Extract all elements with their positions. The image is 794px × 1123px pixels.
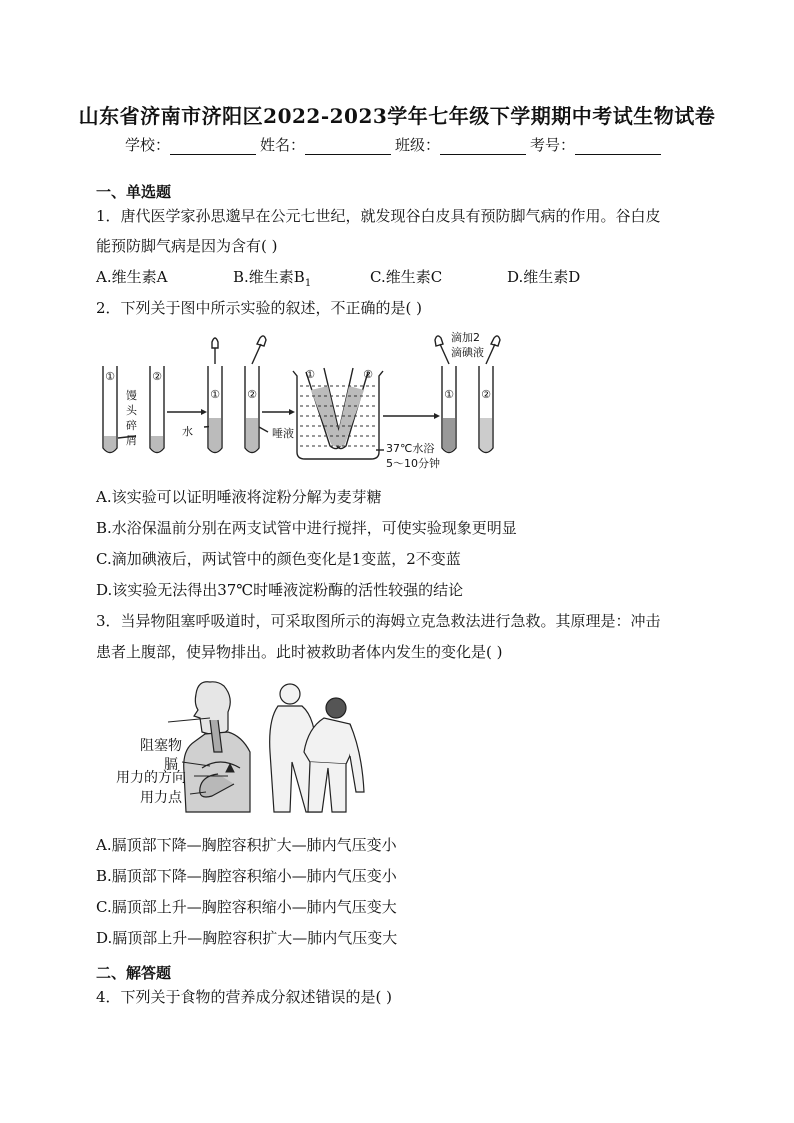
q3-option-d: D.膈顶部上升—胸腔容积扩大—肺内气压变大 [96, 929, 398, 947]
force-direction-label: 用力的方向 [116, 770, 186, 786]
tube-1-label-b: ① [210, 388, 220, 401]
saliva-leader [259, 427, 268, 432]
iodine-label-2: 滴碘液 [451, 346, 484, 359]
bread-2 [151, 436, 163, 452]
tube-2-label-a: ② [152, 370, 162, 383]
tube-2-label-d: ② [481, 388, 491, 401]
tube-1-label-d: ① [444, 388, 454, 401]
q1-option-a: A.维生素A [96, 268, 168, 286]
q3-stem-line2: 患者上腹部，使异物排出。此时被救助者体内发生的变化是( ) [96, 643, 503, 661]
dropper-iodine-1 [435, 336, 449, 364]
q2-option-d: D.该实验无法得出37℃时唾液淀粉酶的活性较强的结论 [96, 581, 464, 599]
tube-1-label-a: ① [105, 370, 115, 383]
q1-option-b-text: B.维生素B [233, 268, 305, 286]
school-blank [170, 138, 256, 155]
bath-time-label: 5～10分钟 [386, 457, 440, 470]
bath-temp-label: 37℃水浴 [386, 442, 435, 455]
name-label: 姓名： [260, 136, 306, 154]
q1-option-b [233, 266, 370, 289]
water-label: 水 [182, 425, 193, 438]
dropper-iodine-2 [486, 336, 500, 364]
school-label: 学校： [125, 136, 171, 154]
name-blank [305, 138, 391, 155]
q3-option-b: B.膈顶部下降—胸腔容积缩小—肺内气压变小 [96, 867, 397, 885]
q3-option-c: C.膈顶部上升—胸腔容积缩小—肺内气压变大 [96, 898, 397, 916]
obstruction-label: 阻塞物 [140, 738, 182, 754]
q1-option-b-sub: 1 [304, 278, 312, 289]
liquid-final-2 [480, 418, 492, 452]
heimlich-figure [110, 672, 370, 822]
bread-label-4: 屑 [126, 434, 137, 447]
class-label: 班级： [395, 136, 441, 154]
starch-digestion-figure [96, 328, 516, 473]
bread-label-3: 碎 [126, 419, 137, 432]
liquid-2 [246, 418, 258, 452]
tube-2-label-b: ② [247, 388, 257, 401]
bread-1 [104, 436, 116, 452]
victim2-head [326, 698, 346, 718]
q2-option-a: A.该实验可以证明唾液将淀粉分解为麦芽糖 [96, 488, 382, 506]
q2-stem: 2．下列关于图中所示实验的叙述，不正确的是( ) [96, 299, 423, 317]
victim2-arm [350, 724, 364, 792]
diaphragm-label: 膈 [164, 757, 178, 773]
dropper-water [212, 338, 218, 364]
tube-1-label-c: ① [305, 368, 315, 381]
section-answer: 二、解答题 [96, 964, 172, 982]
q1-option-c: C.维生素C [370, 268, 443, 286]
student-info-row [125, 134, 665, 155]
dropper-saliva [252, 336, 266, 364]
q4-stem: 4．下列关于食物的营养成分叙述错误的是( ) [96, 988, 393, 1006]
rescuer-head [280, 684, 300, 704]
class-blank [440, 138, 526, 155]
q1-options [96, 266, 696, 289]
liquid-1 [209, 418, 221, 452]
saliva-label: 唾液 [272, 427, 294, 440]
q3-option-a: A.膈顶部下降—胸腔容积扩大—肺内气压变小 [96, 836, 397, 854]
tube-2-label-c: ② [363, 368, 373, 381]
q1-option-d: D.维生素D [507, 268, 581, 286]
liquid-final-1 [443, 418, 455, 452]
q2-option-c: C.滴加碘液后，两试管中的颜色变化是1变蓝，2不变蓝 [96, 550, 461, 568]
q2-option-b: B.水浴保温前分别在两支试管中进行搅拌，可使实验现象更明显 [96, 519, 517, 537]
q1-stem-line2: 能预防脚气病是因为含有( ) [96, 237, 278, 255]
bread-label-1: 馒 [126, 389, 137, 402]
q3-stem-line1: 3．当异物阻塞呼吸道时，可采取图所示的海姆立克急救法进行急救。其原理是：冲击 [96, 612, 661, 630]
exam-number-label: 考号： [530, 136, 576, 154]
exam-number-blank [575, 138, 661, 155]
victim2-legs [308, 762, 346, 812]
iodine-label-1: 滴加2 [451, 331, 480, 344]
force-point-label: 用力点 [140, 790, 182, 806]
bread-label-2: 头 [126, 404, 137, 417]
page-title: 山东省济南市济阳区2022-2023学年七年级下学期期中考试生物试卷 [78, 104, 716, 128]
section-single-choice: 一、单选题 [96, 183, 172, 201]
q1-stem-line1: 1．唐代医学家孙思邈早在公元七世纪，就发现谷白皮具有预防脚气病的作用。谷白皮 [96, 207, 661, 225]
